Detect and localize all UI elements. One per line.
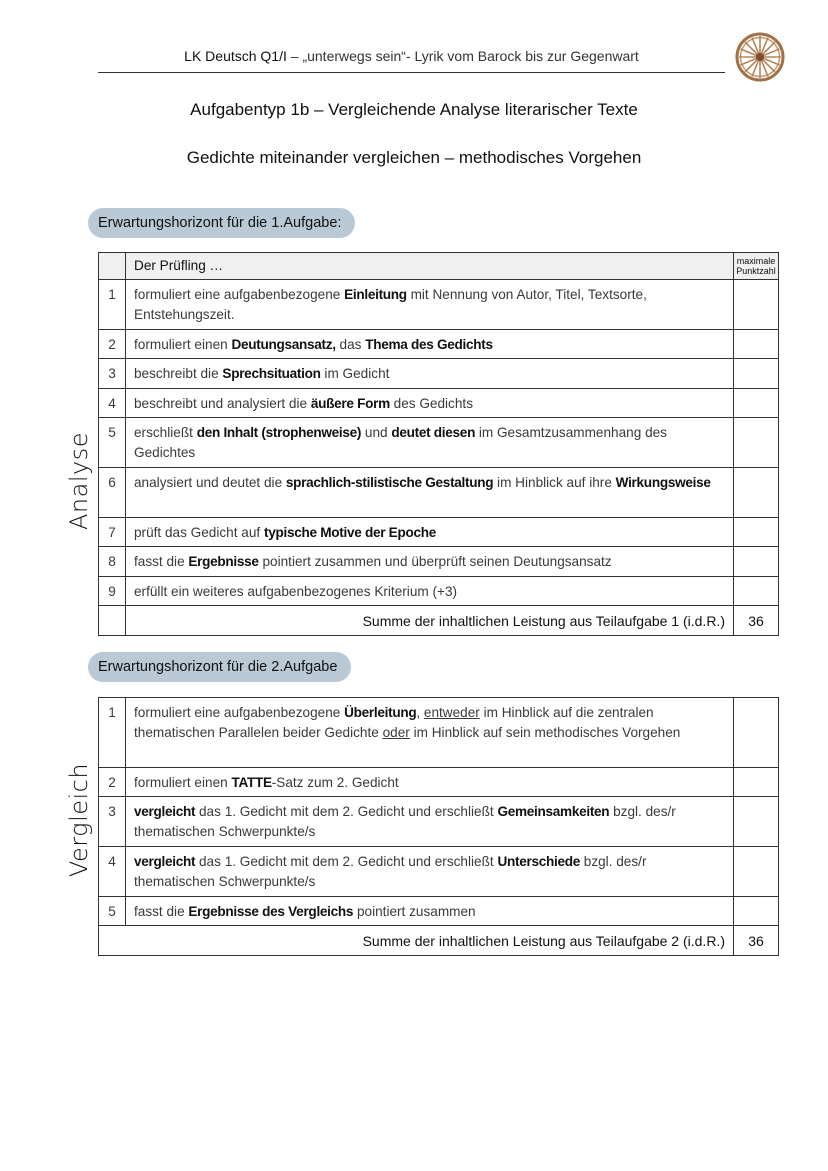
criterion-keyword: Wirkungsweise <box>615 475 711 490</box>
row-number: 4 <box>99 389 126 418</box>
criterion-text <box>126 897 734 926</box>
criterion-text <box>126 418 734 468</box>
criterion-text <box>126 280 734 330</box>
criterion-segment: das 1. Gedicht mit dem 2. Gedicht und erschließt <box>195 804 498 819</box>
criterion-keyword: TATTE <box>231 775 272 790</box>
table-row <box>99 518 779 547</box>
side-label-vergleich: Vergleich <box>65 762 94 878</box>
points-cell[interactable] <box>734 359 779 389</box>
criterion-segment: beschreibt und analysiert die <box>134 396 311 411</box>
criterion-segment: mit Nennung von Autor, Titel, Textsorte, Entstehungszeit. <box>134 287 647 322</box>
table-row <box>99 280 779 330</box>
criterion-keyword: sprachlich-stilistische Gestaltung <box>285 475 494 490</box>
points-cell[interactable] <box>734 330 779 359</box>
criterion-segment: formuliert eine aufgabenbezogene <box>134 287 345 302</box>
criterion-segment: im Gedicht <box>320 366 390 381</box>
criterion-underlined: entweder <box>423 705 480 720</box>
points-cell[interactable] <box>734 897 779 926</box>
criterion-keyword: deutet diesen <box>391 425 476 440</box>
criterion-underlined: oder <box>382 725 410 740</box>
criterion-segment: analysiert und deutet die <box>134 475 286 490</box>
criterion-segment: bzgl. des/r thematischen Schwerpunkte/s <box>134 854 647 889</box>
table-row <box>99 547 779 577</box>
criterion-segment: das <box>335 337 366 352</box>
row-number: 5 <box>99 897 126 926</box>
row-number: 5 <box>99 418 126 468</box>
points-cell[interactable] <box>734 698 779 768</box>
table-row <box>99 389 779 418</box>
criterion-segment: , <box>416 705 424 720</box>
criterion-keyword: vergleicht <box>134 804 196 819</box>
criterion-segment: fasst die <box>134 904 189 919</box>
criterion-segment: erschließt <box>134 425 197 440</box>
table-row <box>99 418 779 468</box>
page-title: Aufgabentyp 1b – Vergleichende Analyse literarischer Texte <box>190 100 638 119</box>
sum-row <box>99 606 779 636</box>
header-max-points: maximale Punktzahl <box>734 253 779 280</box>
table-aufgabe1 <box>98 252 779 636</box>
header-divider <box>98 72 725 73</box>
table-aufgabe2 <box>98 697 779 956</box>
criterion-text <box>126 468 734 518</box>
points-cell[interactable] <box>734 468 779 518</box>
criterion-text <box>126 518 734 547</box>
criterion-segment: im Hinblick auf ihre <box>493 475 616 490</box>
row-number: 8 <box>99 547 126 577</box>
criterion-keyword: Überleitung <box>344 705 417 720</box>
table-row <box>99 797 779 847</box>
wagon-wheel-icon <box>735 32 785 82</box>
table-row <box>99 698 779 768</box>
sum-row <box>99 926 779 956</box>
table-header-row <box>99 253 779 280</box>
row-number: 1 <box>99 698 126 768</box>
table-row <box>99 768 779 797</box>
unit-title: – „unterwegs sein“- Lyrik vom Barock bis zur Gegenwart <box>286 48 639 64</box>
sum-label: Summe der inhaltlichen Leistung aus Teilaufgabe 1 (i.d.R.) <box>126 606 734 636</box>
criterion-text <box>126 547 734 577</box>
criterion-segment: im Hinblick auf die zentralen thematischen Parallelen beider Gedichte <box>134 705 654 740</box>
criterion-segment: -Satz zum 2. Gedicht <box>271 775 399 790</box>
criterion-keyword: Sprechsituation <box>222 366 321 381</box>
row-number: 2 <box>99 768 126 797</box>
criterion-keyword: typische Motive der Epoche <box>263 525 436 540</box>
sum-value: 36 <box>734 606 779 636</box>
criterion-segment: pointiert zusammen und überprüft seinen Deutungsansatz <box>258 554 612 569</box>
criterion-segment: beschreibt die <box>134 366 223 381</box>
criterion-keyword: äußere Form <box>310 396 390 411</box>
criterion-keyword: Ergebnisse des Vergleichs <box>188 904 354 919</box>
row-number: 4 <box>99 847 126 897</box>
points-cell[interactable] <box>734 280 779 330</box>
criterion-segment: bzgl. des/r thematischen Schwerpunkte/s <box>134 804 676 839</box>
criterion-keyword: Einleitung <box>344 287 407 302</box>
row-number: 1 <box>99 280 126 330</box>
table-row <box>99 577 779 606</box>
table-row <box>99 359 779 389</box>
header-text: Der Prüfling … <box>126 253 734 280</box>
row-number: 7 <box>99 518 126 547</box>
criterion-keyword: Deutungsansatz, <box>231 337 336 352</box>
criterion-segment: fasst die <box>134 554 189 569</box>
criterion-text <box>126 577 734 606</box>
points-cell[interactable] <box>734 389 779 418</box>
criterion-text <box>126 797 734 847</box>
criterion-segment: im Hinblick auf sein methodisches Vorgehen <box>409 725 681 740</box>
points-cell[interactable] <box>734 768 779 797</box>
row-number: 3 <box>99 359 126 389</box>
criterion-text <box>126 389 734 418</box>
row-number: 9 <box>99 577 126 606</box>
sum-value: 36 <box>734 926 779 956</box>
section2-label: Erwartungshorizont für die 2.Aufgabe <box>88 652 351 682</box>
criterion-segment: im Gesamtzusammenhang des Gedichtes <box>134 425 667 460</box>
criterion-text <box>126 330 734 359</box>
criterion-segment: und <box>361 425 392 440</box>
page-subtitle: Gedichte miteinander vergleichen – methodisches Vorgehen <box>186 148 642 167</box>
points-cell[interactable] <box>734 797 779 847</box>
criterion-keyword: Ergebnisse <box>188 554 259 569</box>
criterion-segment: prüft das Gedicht auf <box>134 525 264 540</box>
criterion-segment: formuliert eine aufgabenbezogene <box>134 705 345 720</box>
page-header <box>98 48 725 64</box>
criterion-text <box>126 698 734 768</box>
criterion-segment: formuliert einen <box>134 775 232 790</box>
criterion-segment: das 1. Gedicht mit dem 2. Gedicht und erschließt <box>195 854 498 869</box>
course-name: LK Deutsch Q1/I <box>184 48 287 64</box>
criterion-keyword: Gemeinsamkeiten <box>497 804 610 819</box>
table-row <box>99 847 779 897</box>
points-cell[interactable] <box>734 547 779 577</box>
points-cell[interactable] <box>734 518 779 547</box>
criterion-segment: des Gedichts <box>389 396 473 411</box>
row-number: 6 <box>99 468 126 518</box>
section1-label: Erwartungshorizont für die 1.Aufgabe: <box>88 208 355 238</box>
criterion-text <box>126 847 734 897</box>
criterion-keyword: vergleicht <box>134 854 196 869</box>
points-cell[interactable] <box>734 847 779 897</box>
points-cell[interactable] <box>734 418 779 468</box>
row-number: 3 <box>99 797 126 847</box>
row-number: 2 <box>99 330 126 359</box>
points-cell[interactable] <box>734 577 779 606</box>
table-row <box>99 897 779 926</box>
side-label-analyse: Analyse <box>64 432 93 530</box>
table-row <box>99 330 779 359</box>
sum-label: Summe der inhaltlichen Leistung aus Teilaufgabe 2 (i.d.R.) <box>99 926 734 956</box>
criterion-keyword: den Inhalt (strophenweise) <box>196 425 362 440</box>
criterion-segment: erfüllt ein weiteres aufgabenbezogenes Kriterium (+3) <box>134 584 458 599</box>
criterion-segment: pointiert zusammen <box>353 904 476 919</box>
criterion-text <box>126 359 734 389</box>
criterion-segment: formuliert einen <box>134 337 232 352</box>
table-row <box>99 468 779 518</box>
criterion-keyword: Thema des Gedichts <box>365 337 493 352</box>
criterion-text <box>126 768 734 797</box>
criterion-keyword: Unterschiede <box>497 854 580 869</box>
